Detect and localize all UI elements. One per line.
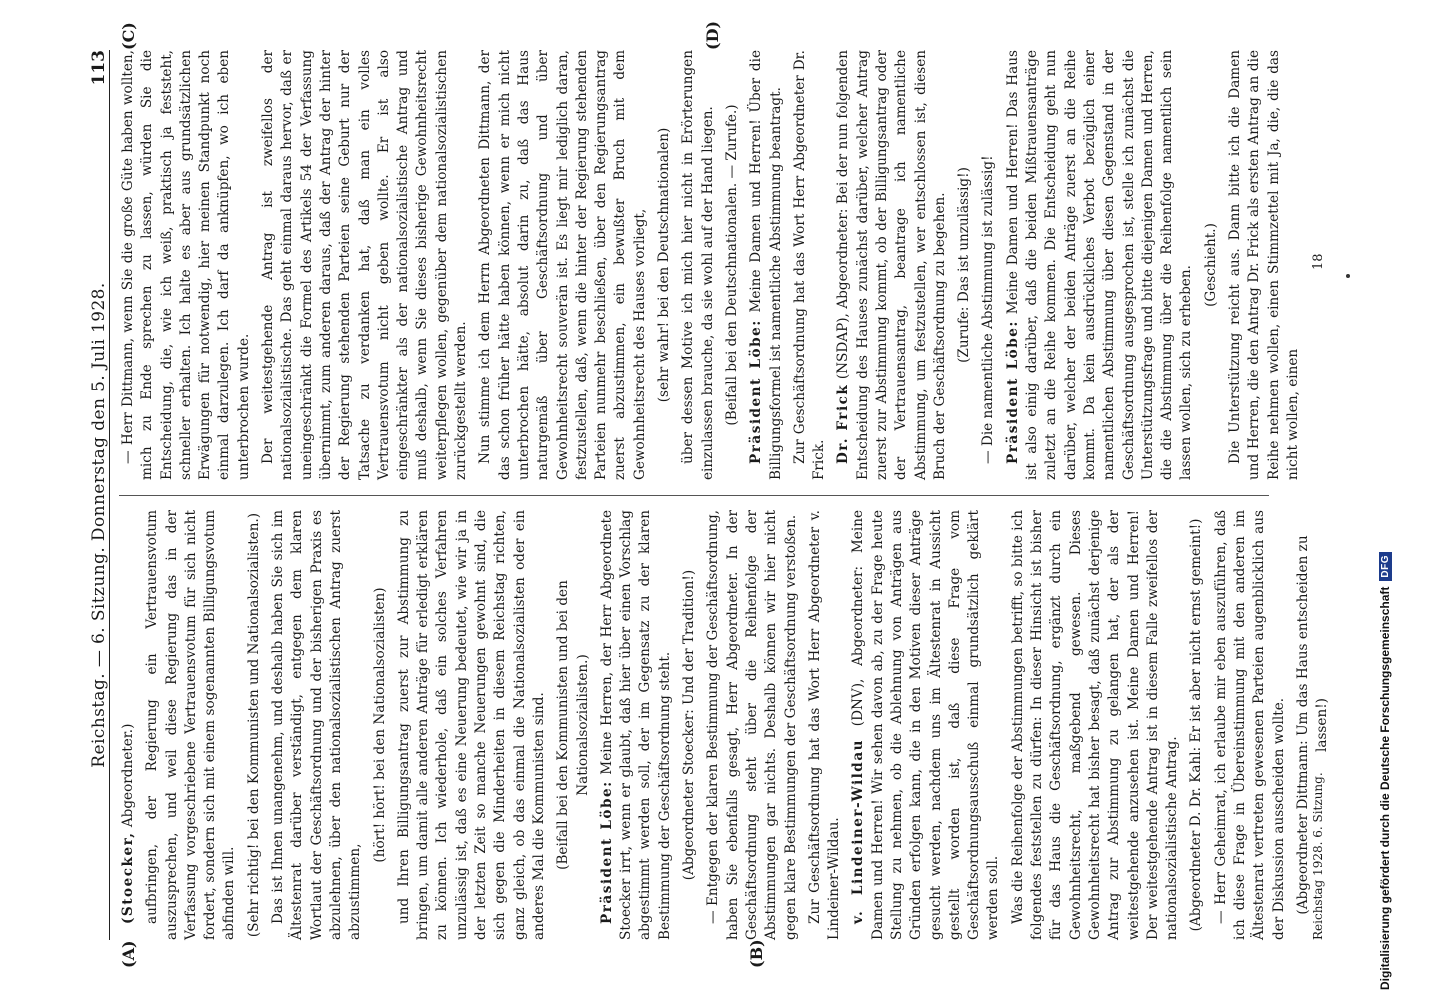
interjection: (Zurufe: Das ist unzulässig!) xyxy=(956,167,973,363)
margin-letter-d: (D) xyxy=(703,20,722,50)
speech-paragraph xyxy=(834,50,950,480)
margin-letter-c: (C) xyxy=(119,22,138,50)
speech-text: Meine Damen und Herren! Wir sehen davon ab, zu der Frage heute Stellung zu nehmen, ob die Ablehnung von Anträgen aus Gründen erfolgen kann, die in den Motiven dieser Anträge gesucht werden, nachdem uns im Ältestenrat in Aussicht gestellt worden ist, daß diese Frage vom Geschäftsordnungsausschuß einmal grundsätzlich geklärt werden soll. xyxy=(850,510,1002,940)
margin-letter-a: (A) xyxy=(119,940,138,968)
interjection: (Beifall bei den Deutschnationalen. — Zurufe.) xyxy=(723,104,740,426)
body-paragraph: über dessen Motive ich mich hier nicht in Erörterungen einzulassen brauche, da sie wohl auf der Hand liegen. xyxy=(680,50,716,480)
body-paragraph: Das ist Ihnen unangenehm, und deshalb haben Sie sich im Ältestenrat darüber verständigt, entgegen dem klaren Wortlaut der Geschäftsordnung und der bisherigen Praxis es abzulehnen, über den nationalsozialistischen Antrag zuerst abzustimmen, xyxy=(270,510,364,940)
footer-imprint: Reichstag 1928. 6. Sitzung. xyxy=(1311,772,1325,940)
document-page xyxy=(75,20,1365,970)
body-paragraph: Was die Reihenfolge der Abstimmungen betrifft, so bitte ich folgendes feststellen zu dürfen: In dieser Hinsicht ist bisher für das Haus die Geschäftsordnung, ergänzt durch ein Gewohnheitsrecht, maßgebend gewesen. Dieses Gewohnheitsrecht hat bisher besagt, daß zunächst derjenige Antrag zur Abstimmung zu gelangen hat, der als der weitestgehende anzusehen ist. Meine Damen und Herren! Der weitestgehende Antrag ist in diesem Falle zweifellos der nationalsozialistische Antrag. xyxy=(1009,510,1181,940)
speaker-name: Präsident Löbe: xyxy=(748,319,765,464)
speech-paragraph xyxy=(1004,50,1197,480)
running-header xyxy=(75,50,110,940)
interjection: (Beifall bei den Kommunisten und bei den Nationalsozialisten.) xyxy=(555,580,591,870)
body-paragraph: — Die namentliche Abstimmung ist zulässig! xyxy=(980,155,997,464)
speech-text: Meine Herren, der Herr Abgeordnete Stoecker irrt, wenn er glaubt, daß hier über einen Vorschlag abgestimmt werden soll, der im Gegensatz zu der klaren Bestimmung der Geschäftsordnung steht. xyxy=(598,510,673,940)
right-column xyxy=(119,50,1308,480)
body-paragraph: Zur Geschäftsordnung hat das Wort Herr Abgeordneter v. Lindeiner-Wildau. xyxy=(806,510,843,940)
sheet-number: 18 xyxy=(1311,253,1326,270)
speaker-name: Präsident Löbe: xyxy=(1004,320,1021,464)
speaker-name: Präsident Löbe: xyxy=(598,780,615,924)
interjection: (Abgeordneter Dittmann: Um das Haus entscheiden zu lassen!) xyxy=(1294,535,1331,915)
speaker-name: (Stoecker, xyxy=(120,831,136,924)
body-paragraph: — Herr Dittmann, wenn Sie die große Güte haben wollten, mich zu Ende sprechen zu lassen, würden Sie die Entscheidung, die, wie ich weiß, praktisch ja feststeht, schneller erhalten. Ich halte es aber aus grundsätzlichen Erwägungen für notwendig, hier meinen Standpunkt noch einmal darzulegen. Ich darf da anknüpfen, wo ich eben unterbrochen wurde. xyxy=(120,50,252,480)
body-paragraph: und Ihren Billigungsantrag zuerst zur Abstimmung zu bringen, um damit alle anderen Anträge für erledigt erklären zu können. Ich wiederhole, daß ein solches Verfahren unzulässig ist, daß es eine Neuerung bedeutet, wie wir ja in der letzten Zeit so manche Neuerungen gewohnt sind, die sich gegen die Minderheiten in diesem Reichstag richten, ganz gleich, ob das einmal die Nationalsozialisten oder ein anderes Mal die Kommunisten sind. xyxy=(395,510,547,940)
body-paragraph: — Entgegen der klaren Bestimmung der Geschäftsordnung, haben Sie ebenfalls gesagt, Herr Abgeordneter. In der Geschäftsordnung steht über die Reihenfolge der Abstimmungen gar nichts. Deshalb können wir hier nicht gegen klare Bestimmungen der Geschäftsordnung verstoßen. xyxy=(705,510,799,940)
digitization-credit xyxy=(1378,0,1392,990)
speech-paragraph xyxy=(849,510,1003,940)
speech-text: Bei der nun folgenden Entscheidung des Hauses zunächst darüber, welcher Antrag zuerst zur Abstimmung kommt, ob der Billigungsantrag oder der Vertrauensantrag, beantrage ich namentliche Abstimmung, um festzustellen, wer entschlossen ist, diesen Bruch der Geschäftsordnung zu begehen. xyxy=(835,50,948,480)
speech-paragraph xyxy=(598,510,675,940)
interjection: (sehr wahr! bei den Deutschnationalen) xyxy=(656,127,673,403)
speaker-role: (DNV), Abgeordneter: xyxy=(850,565,867,739)
speaker-name: v. Lindeiner-Wildau xyxy=(850,738,867,924)
credit-text: Digitalisierung gefördert durch die Deutsche Forschungsgemeinschaft xyxy=(1378,586,1392,990)
interjection: (Geschieht.) xyxy=(1202,223,1219,307)
scan-speck xyxy=(1346,274,1350,278)
body-paragraph: — Herr Geheimrat, ich erlaube mir eben auszuführen, daß ich diese Frage in Übereinstimmung mit den anderen im Ältestenrat vertreten gewesenen Parteien augenblicklich aus der Diskussion ausscheiden wollte. xyxy=(1212,510,1287,940)
interjection: (Sehr richtig! bei den Kommunisten und Nationalsozialisten.) xyxy=(245,512,262,938)
left-column xyxy=(119,510,1338,940)
speaker-role: (NSDAP), Abgeordneter: xyxy=(835,208,852,384)
speech-text: Meine Damen und Herren! Das Haus ist also einig darüber, daß die beiden Mißtrauensanträge zuletzt an die Reihe kommen. Die Entscheidung geht nun darüber, welcher der beiden Anträge zuerst an die Reihe kommt. Da kein ausdrückliches Verbot bezüglich einer namentlichen Abstimmung über diesen Gegenstand in der Geschäftsordnung ausgesprochen ist, stelle ich zunächst die Unterstützungsfrage und bitte diejenigen Damen und Herren, die die Abstimmung über die Reihenfolge namentlich sein lassen wollen, sich zu erheben. xyxy=(1004,50,1195,480)
body-paragraph: Nun stimme ich dem Herrn Abgeordneten Dittmann, der das schon früher hätte haben können, wenn er mich nicht unterbrochen hätte, absolut darin zu, daß das Haus naturgemäß über Geschäftsordnung und über Gewohnheitsrecht souverän ist. Es liegt mir lediglich daran, festzustellen, daß, wenn die hinter der Regierung stehenden Parteien nunmehr beschließen, über den Regierungsantrag zuerst abzustimmen, ein bewußter Bruch mit dem Gewohnheitsrecht des Hauses vorliegt, xyxy=(477,50,648,480)
body-paragraph: Die Unterstützung reicht aus. Dann bitte ich die Damen und Herren, die den Antrag Dr. Frick als ersten Antrag an die Reihe nehmen wollen, einen Stimmzettel mit Ja, die, die das nicht wollen, einen xyxy=(1227,50,1301,480)
speaker-name: Dr. Frick xyxy=(835,383,852,464)
speech-text: Meine Damen und Herren! Über die Billigungsformel ist namentliche Abstimmung beantragt. xyxy=(748,50,784,480)
interjection: (Abgeordneter Stoecker: Und der Tradition!) xyxy=(681,569,698,881)
speech-paragraph xyxy=(119,510,138,940)
interjection: (hört! hört! bei den Nationalsozialisten) xyxy=(371,587,388,863)
header-title: Reichstag. — 6. Sitzung. Donnerstag den 5. Juli 1928. xyxy=(89,282,109,768)
speech-paragraph xyxy=(747,50,786,480)
body-paragraph: Der weitestgehende Antrag ist zweifellos der nationalsozialistische. Das geht einmal daraus hervor, daß er uneingeschränkt die Formel des Artikels 54 der Verfassung übernimmt, zum anderen daraus, daß der Antrag der hinter der Regierung stehenden Parteien seine Geburt nur der Tatsache zu verdanken hat, daß man ein volles Vertrauensvotum nicht geben wollte. Er ist also eingeschränkter als der nationalsozialistische Antrag und muß deshalb, wenn Sie dieses bisherige Gewohnheitsrecht weiterpflegen wollen, gegenüber dem nationalsozialistischen zurückgestellt werden. xyxy=(260,50,470,480)
page-number: 113 xyxy=(89,50,109,86)
dfg-logo: DFG xyxy=(1379,552,1392,581)
body-paragraph: Zur Geschäftsordnung hat das Wort Herr Abgeordneter Dr. Frick. xyxy=(791,50,828,480)
interjection: (Abgeordneter D. Dr. Kahl: Er ist aber nicht ernst gemeint!) xyxy=(1188,518,1205,932)
margin-letter-b: (B) xyxy=(747,939,766,968)
body-paragraph: aufbringen, der Regierung ein Vertrauensvotum auszusprechen, und weil diese Regierung das in der Verfassung vorgeschriebene Vertrauensvotum für sich nicht fordert, sondern sich mit einem sogenannten Billigungsvotum abfinden will. xyxy=(144,510,238,940)
column-divider xyxy=(119,495,1269,496)
speaker-role: Abgeordneter.) xyxy=(120,723,136,832)
